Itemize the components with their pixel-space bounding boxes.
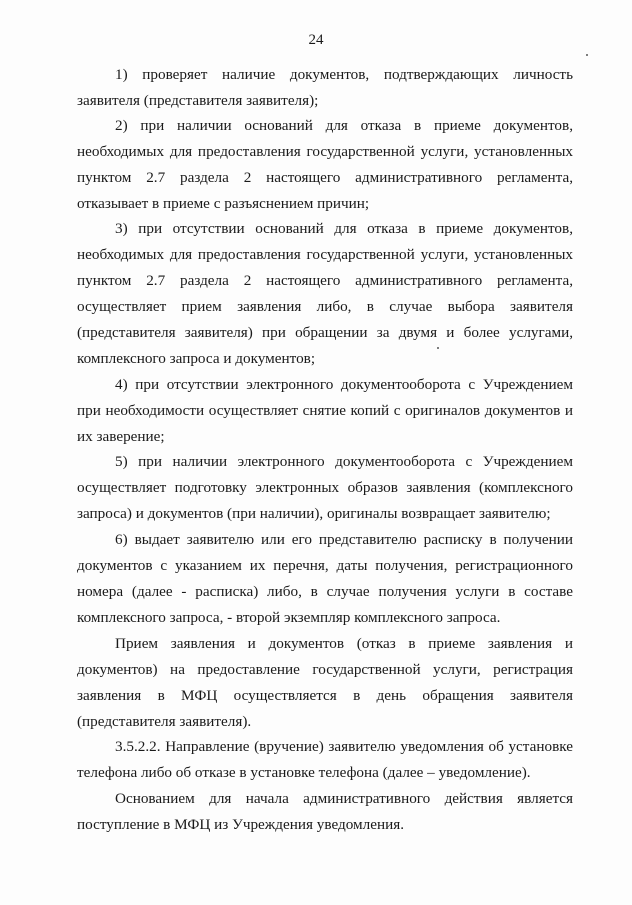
paragraph-item-2: 2) при наличии оснований для отказа в приеме документов, необходимых для предоставления государственной услуги, установленных пунктом 2.7 раздела 2 настоящего административного регламента, отказывает в приеме с разъяснением причин; — [77, 117, 573, 212]
scan-speck — [586, 54, 588, 56]
paragraph-reception: Прием заявления и документов (отказ в приеме заявления и документов) на предоставление государственной услуги, регистрация заявления в МФЦ осуществляется в день обращения заявителя (представителя заявителя). — [77, 635, 573, 730]
scan-speck — [437, 347, 439, 349]
paragraph-section-3-5-2-2: 3.5.2.2. Направление (вручение) заявителю уведомления об установке телефона либо об отказе в установке телефона (далее – уведомление). — [77, 738, 573, 781]
paragraph-item-5: 5) при наличии электронного документооборота с Учреждением осуществляет подготовку электронных образов заявления (комплексного запроса) и документов (при наличии), оригиналы возвращает заявителю; — [77, 453, 573, 522]
paragraph-item-3: 3) при отсутствии оснований для отказа в приеме документов, необходимых для предоставления государственной услуги, установленных пунктом 2.7 раздела 2 настоящего административного регламента, осуществляет прием заявления либо, в случае выбора заявителя (представителя заявителя) при обращении за двумя и более услугами, комплексного запроса и документов; — [77, 220, 573, 367]
paragraph-item-4: 4) при отсутствии электронного документооборота с Учреждением при необходимости осуществляет снятие копий с оригиналов документов и их заверение; — [77, 376, 573, 445]
paragraph-item-6: 6) выдает заявителю или его представителю расписку в получении документов с указанием их перечня, даты получения, регистрационного номера (далее - расписка) либо, в случае получения услуги в составе комплексного запроса, - второй экземпляр комплексного запроса. — [77, 531, 573, 626]
paragraph-basis: Основанием для начала административного действия является поступление в МФЦ из Учреждения уведомления. — [77, 790, 573, 833]
paragraph-item-1: 1) проверяет наличие документов, подтверждающих личность заявителя (представителя заявителя); — [77, 66, 573, 109]
page-number: 24 — [308, 32, 324, 48]
